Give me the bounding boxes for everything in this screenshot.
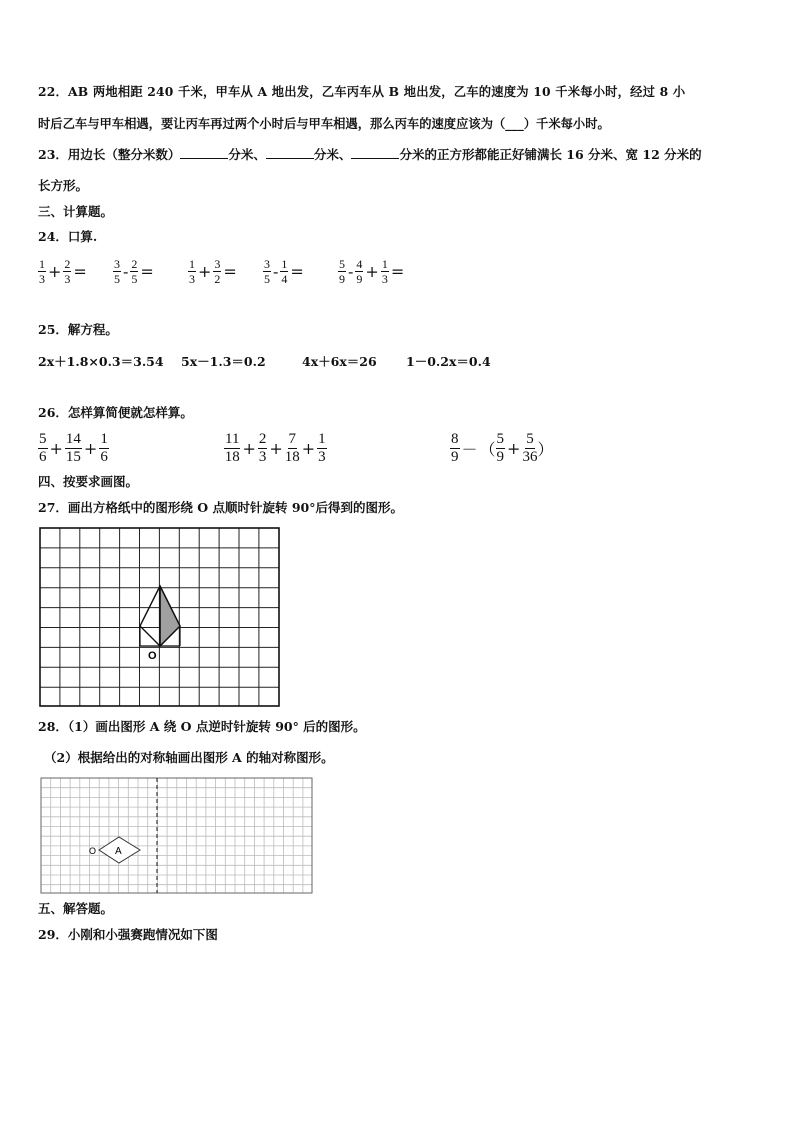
fraction: $\frac{2}{5}$ (131, 257, 138, 286)
q26-expr-1: $\frac{5}{6}$ + $\frac{14}{15}$ + $\frac{1}{6}$ (39, 431, 108, 465)
fraction: $\frac{1}{3}$ (189, 257, 195, 286)
fraction: $\frac{1}{3}$ (381, 257, 388, 286)
section-3-heading: 三、计算题。 (38, 204, 114, 219)
fraction: $\frac{3}{5}$ (264, 257, 270, 286)
fraction: $\frac{3}{5}$ (114, 257, 120, 286)
fraction: $\frac{5}{9}$ (339, 257, 345, 286)
q24-title: 24．口算. (38, 229, 98, 244)
section-5-heading: 五、解答题。 (38, 901, 114, 916)
q24-item-5: $\frac{5}{9}$ - $\frac{4}{9}$ + $\frac{1}{3}$ = (339, 257, 405, 286)
q24-item-3: $\frac{1}{3}$ + $\frac{3}{2}$ = (189, 257, 237, 286)
fraction: $\frac{7}{18}$ (284, 431, 300, 465)
q24-item-2: $\frac{3}{5}$ - $\frac{2}{5}$ = (114, 257, 154, 286)
q27-title: 27．画出方格纸中的图形绕 O 点顺时针旋转 90°后得到的图形。 (38, 500, 403, 515)
fraction: $\frac{3}{2}$ (214, 257, 221, 286)
fraction: $\frac{2}{3}$ (64, 257, 71, 286)
q23-blank-1[interactable] (180, 158, 228, 159)
q28-grid-figure[interactable] (40, 777, 314, 895)
fraction: $\frac{14}{15}$ (65, 431, 81, 465)
q23-line1 (38, 147, 702, 163)
q23-blank-3[interactable] (351, 158, 399, 159)
q25-eq-1: 2x＋1.8×0.3＝3.54 (38, 354, 164, 369)
q26-title: 26．怎样算简便就怎样算。 (38, 405, 193, 420)
fraction: $\frac{8}{9}$ (451, 431, 459, 465)
q25-eq-2: 5x－1.3＝0.2 (181, 354, 266, 369)
q23-suffix: 分米的正方形都能正好铺满长 16 分米、宽 12 分米的 (399, 147, 702, 162)
fraction: $\frac{2}{3}$ (258, 431, 267, 465)
fraction: $\frac{5}{36}$ (522, 431, 538, 465)
q23-unit-2: 分米、 (313, 147, 352, 162)
q28-title-1: 28．（1）画出图形 A 绕 O 点逆时针旋转 90° 后的图形。 (38, 719, 366, 734)
fraction: $\frac{1}{6}$ (100, 431, 108, 465)
q25-title: 25．解方程。 (38, 322, 118, 337)
fraction: $\frac{5}{6}$ (39, 431, 47, 465)
q22-line2: 时后乙车与甲车相遇，要让丙车再过两个小时后与甲车相遇，那么丙车的速度应该为（___）千米每小时。 (38, 116, 610, 131)
q28-grid-lines (41, 778, 312, 893)
q27-grid-figure[interactable] (38, 526, 282, 710)
q25-eq-3: 4x＋6x＝26 (302, 354, 377, 369)
q23-line2: 长方形。 (38, 178, 89, 193)
q24-item-4: $\frac{3}{5}$ - $\frac{1}{4}$ = (264, 257, 304, 286)
fraction: $\frac{1}{3}$ (318, 431, 326, 465)
q23-prefix: 23．用边长（整分米数） (38, 147, 181, 162)
q22-line1: 22．AB 两地相距 240 千米，甲车从 A 地出发，乙车丙车从 B 地出发，乙车的速度为 10 千米每小时，经过 8 小 (38, 84, 686, 99)
section-4-heading: 四、按要求画图。 (38, 474, 139, 489)
q28-shape-a-label: A (115, 846, 122, 857)
q26-expr-3: $\frac{8}{9}$ － （ $\frac{5}{9}$ + $\frac{5}{36}$ ） (451, 431, 554, 465)
q23-unit-1: 分米、 (228, 147, 266, 162)
q28-point-o-label: O (89, 846, 97, 856)
q29-title: 29．小刚和小强赛跑情况如下图 (38, 927, 218, 942)
q24-item-1: $\frac{1}{3}$ + $\frac{2}{3}$ = (39, 257, 87, 286)
fraction: $\frac{1}{4}$ (281, 257, 288, 286)
q28-title-2: （2）根据给出的对称轴画出图形 A 的轴对称图形。 (44, 750, 334, 765)
fraction: $\frac{4}{9}$ (356, 257, 363, 286)
fraction: $\frac{5}{9}$ (496, 431, 505, 465)
fraction: $\frac{1}{3}$ (39, 257, 45, 286)
q27-point-o-label: O (148, 650, 157, 662)
q26-expr-2: $\frac{11}{18}$ + $\frac{2}{3}$ + $\frac{7}{18}$ + $\frac{1}{3}$ (224, 431, 326, 465)
q27-kite-shaded-half (160, 586, 180, 646)
fraction: $\frac{11}{18}$ (224, 431, 240, 465)
q23-blank-2[interactable] (266, 158, 314, 159)
q25-eq-4: 1－0.2x＝0.4 (406, 354, 491, 369)
